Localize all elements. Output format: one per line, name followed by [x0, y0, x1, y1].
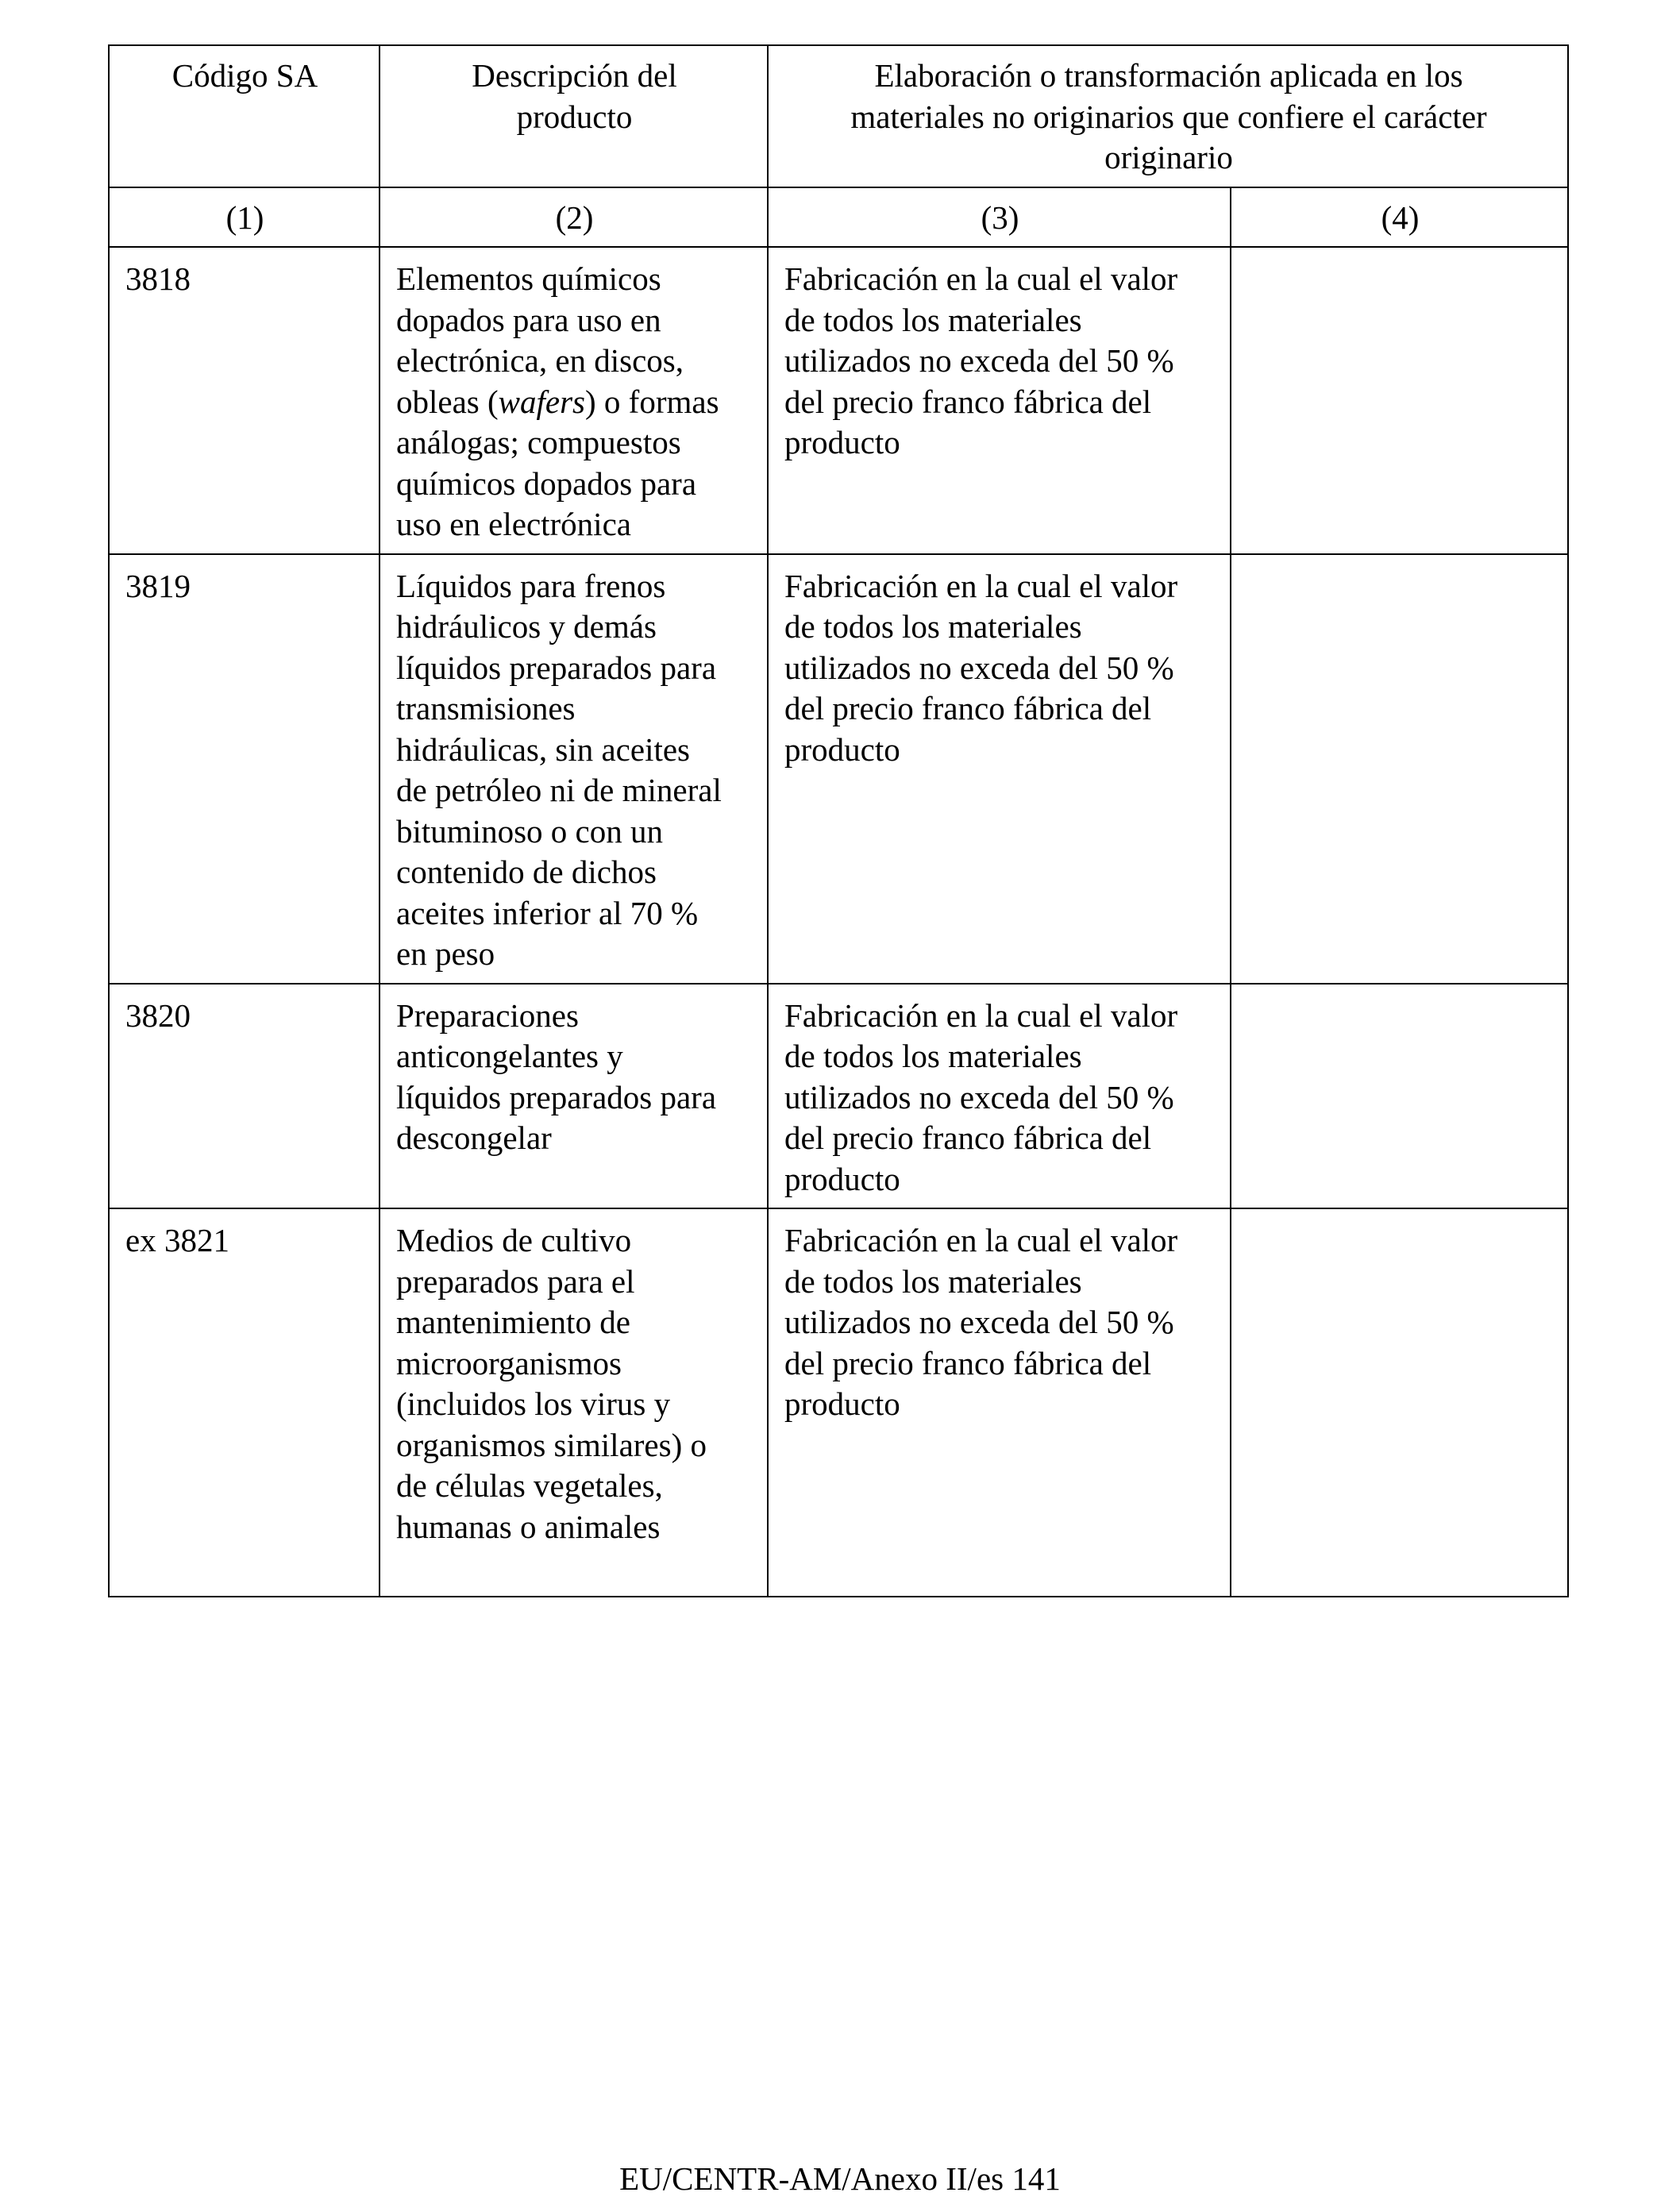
header-product-description: Descripción del producto — [380, 45, 768, 187]
row-col4 — [1231, 247, 1568, 554]
row-description-text: Elementos químicos dopados para uso en electrónica, en discos, obleas ( — [396, 260, 684, 420]
column-number-1: (1) — [109, 187, 380, 248]
page-footer: EU/CENTR-AM/Anexo II/es 141 — [619, 2160, 1061, 2197]
row-col4 — [1231, 1208, 1568, 1597]
column-number-2: (2) — [380, 187, 768, 248]
header-working-processing: Elaboración o transformación aplicada en los materiales no originarios que confiere el carácter originario — [768, 45, 1568, 187]
row-description: Preparaciones anticongelantes y líquidos preparados para descongelar — [380, 984, 768, 1209]
row-code: 3819 — [109, 554, 380, 984]
table-row — [109, 984, 1568, 1209]
row-code: 3820 — [109, 984, 380, 1209]
row-col4 — [1231, 984, 1568, 1209]
row-rule: Fabricación en la cual el valor de todos los materiales utilizados no exceda del 50 % del precio franco fábrica del producto — [768, 554, 1231, 984]
row-description — [380, 247, 768, 554]
row-description-italic: wafers — [498, 383, 586, 420]
row-rule: Fabricación en la cual el valor de todos los materiales utilizados no exceda del 50 % del precio franco fábrica del producto — [768, 247, 1231, 554]
row-description: Líquidos para frenos hidráulicos y demás líquidos preparados para transmisiones hidráulicas, sin aceites de petróleo ni de mineral bituminoso o con un contenido de dichos aceites inferior al 70 % en peso — [380, 554, 768, 984]
column-number-row — [109, 187, 1568, 248]
table-row — [109, 554, 1568, 984]
row-rule: Fabricación en la cual el valor de todos los materiales utilizados no exceda del 50 % del precio franco fábrica del producto — [768, 1208, 1231, 1597]
row-description-text-end: ) o formas análogas; compuestos químicos dopados para uso en electrónica — [396, 383, 719, 542]
column-number-3: (3) — [768, 187, 1231, 248]
row-rule: Fabricación en la cual el valor de todos los materiales utilizados no exceda del 50 % del precio franco fábrica del producto — [768, 984, 1231, 1209]
table-header-row — [109, 45, 1568, 187]
header-hs-code: Código SA — [109, 45, 380, 187]
row-code: ex 3821 — [109, 1208, 380, 1597]
row-col4 — [1231, 554, 1568, 984]
row-code: 3818 — [109, 247, 380, 554]
table-row — [109, 247, 1568, 554]
row-description: Medios de cultivo preparados para el mantenimiento de microorganismos (incluidos los virus y organismos similares) o de células vegetales, humanas o animales — [380, 1208, 768, 1597]
table-row — [109, 1208, 1568, 1597]
rules-of-origin-table — [108, 44, 1569, 1597]
column-number-4: (4) — [1231, 187, 1568, 248]
